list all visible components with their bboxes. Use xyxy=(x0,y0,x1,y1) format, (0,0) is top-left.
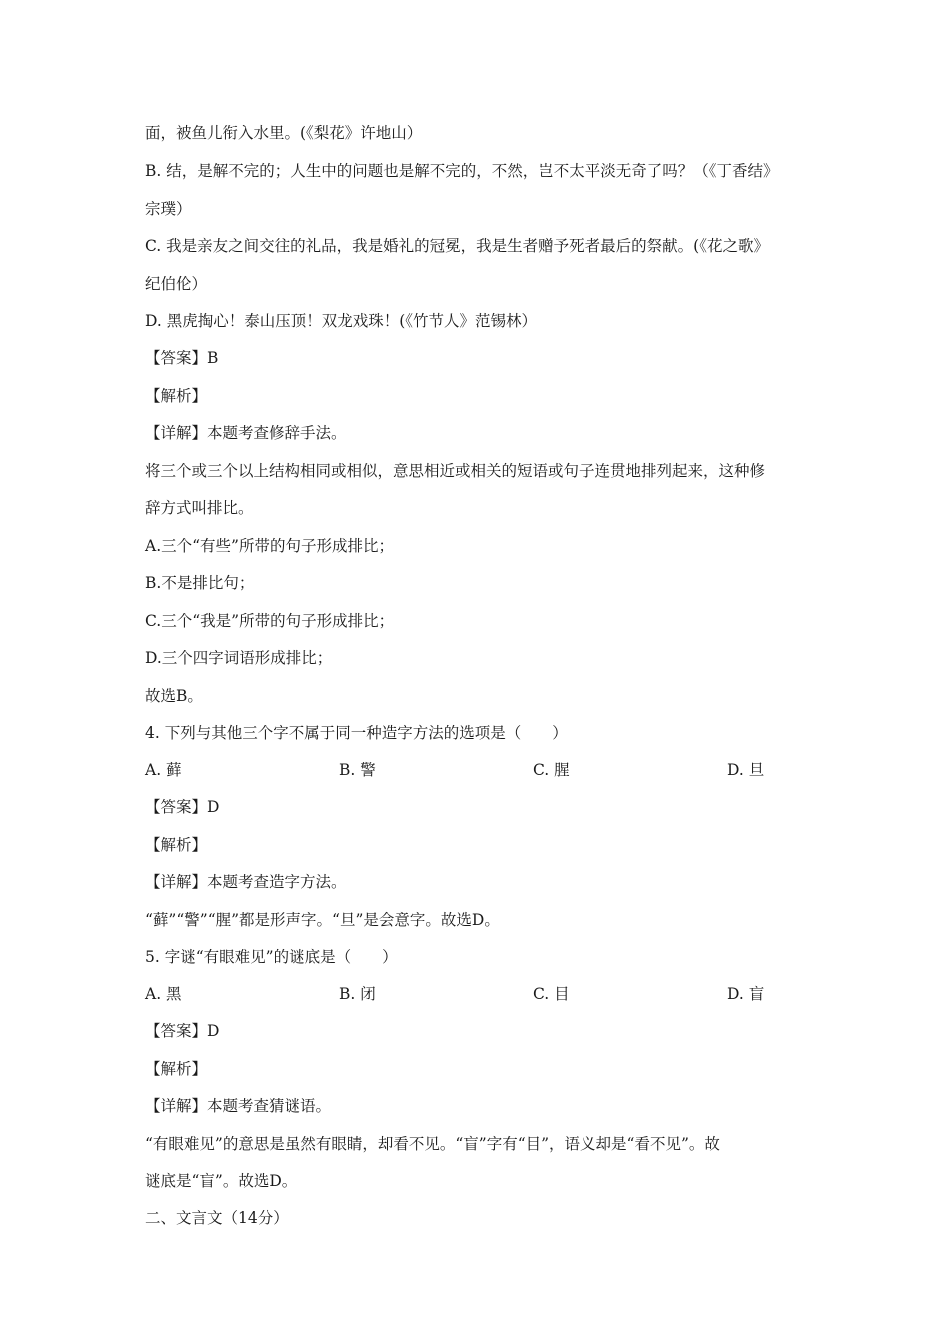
analysis-label: 【解析】 xyxy=(145,1060,208,1078)
text-line: 故选B。 xyxy=(145,687,203,705)
text-line: B. 结，是解不完的；人生中的问题也是解不完的，不然，岂不太平淡无奇了吗？（《丁香结》 xyxy=(145,162,779,180)
text-line: 谜底是“盲”。故选D。 xyxy=(145,1172,298,1190)
text-line: 面，被鱼儿衔入水里。(《梨花》许地山） xyxy=(145,124,423,142)
answer-label: 【答案】D xyxy=(145,1022,220,1040)
analysis-label: 【解析】 xyxy=(145,387,208,405)
detail-label: 【详解】本题考查造字方法。 xyxy=(145,873,347,891)
q5-option-b: B. 闭 xyxy=(339,985,376,1003)
text-line: 辞方式叫排比。 xyxy=(145,499,254,517)
q4-option-d: D. 旦 xyxy=(727,761,765,779)
detail-label: 【详解】本题考查修辞手法。 xyxy=(145,424,347,442)
q4-option-b: B. 警 xyxy=(339,761,376,779)
q4-option-c: C. 腥 xyxy=(533,761,570,779)
question-5: 5. 字谜“有眼难见”的谜底是（ ） xyxy=(145,948,398,966)
question-4: 4. 下列与其他三个字不属于同一种造字方法的选项是（ ） xyxy=(145,724,568,742)
analysis-label: 【解析】 xyxy=(145,836,208,854)
text-line: D. 黑虎掏心！泰山压顶！双龙戏珠！(《竹节人》范锡林） xyxy=(145,312,538,330)
text-line: A.三个“有些”所带的句子形成排比； xyxy=(145,537,394,555)
text-line: 宗璞） xyxy=(145,200,192,218)
text-line: C.三个“我是”所带的句子形成排比； xyxy=(145,612,395,630)
text-line: 纪伯伦） xyxy=(145,275,208,293)
q4-option-a: A. 藓 xyxy=(145,761,182,779)
answer-label: 【答案】D xyxy=(145,798,220,816)
text-line: “有眼难见”的意思是虽然有眼睛，却看不见。“盲”字有“目”，语义却是“看不见”。故 xyxy=(145,1135,720,1153)
text-line: “藓”“警”“腥”都是形声字。“旦”是会意字。故选D。 xyxy=(145,911,500,929)
answer-label: 【答案】B xyxy=(145,349,219,367)
text-line: C. 我是亲友之间交往的礼品，我是婚礼的冠冕，我是生者赠予死者最后的祭献。(《花之歌》 xyxy=(145,237,769,255)
detail-label: 【详解】本题考查猜谜语。 xyxy=(145,1097,332,1115)
section-heading: 二、文言文（14分） xyxy=(145,1209,289,1227)
q5-option-d: D. 盲 xyxy=(727,985,765,1003)
q5-option-c: C. 目 xyxy=(533,985,570,1003)
text-line: 将三个或三个以上结构相同或相似，意思相近或相关的短语或句子连贯地排列起来，这种修 xyxy=(145,462,766,480)
q5-option-a: A. 黑 xyxy=(145,985,182,1003)
text-line: D.三个四字词语形成排比； xyxy=(145,649,333,667)
text-line: B.不是排比句； xyxy=(145,574,255,592)
